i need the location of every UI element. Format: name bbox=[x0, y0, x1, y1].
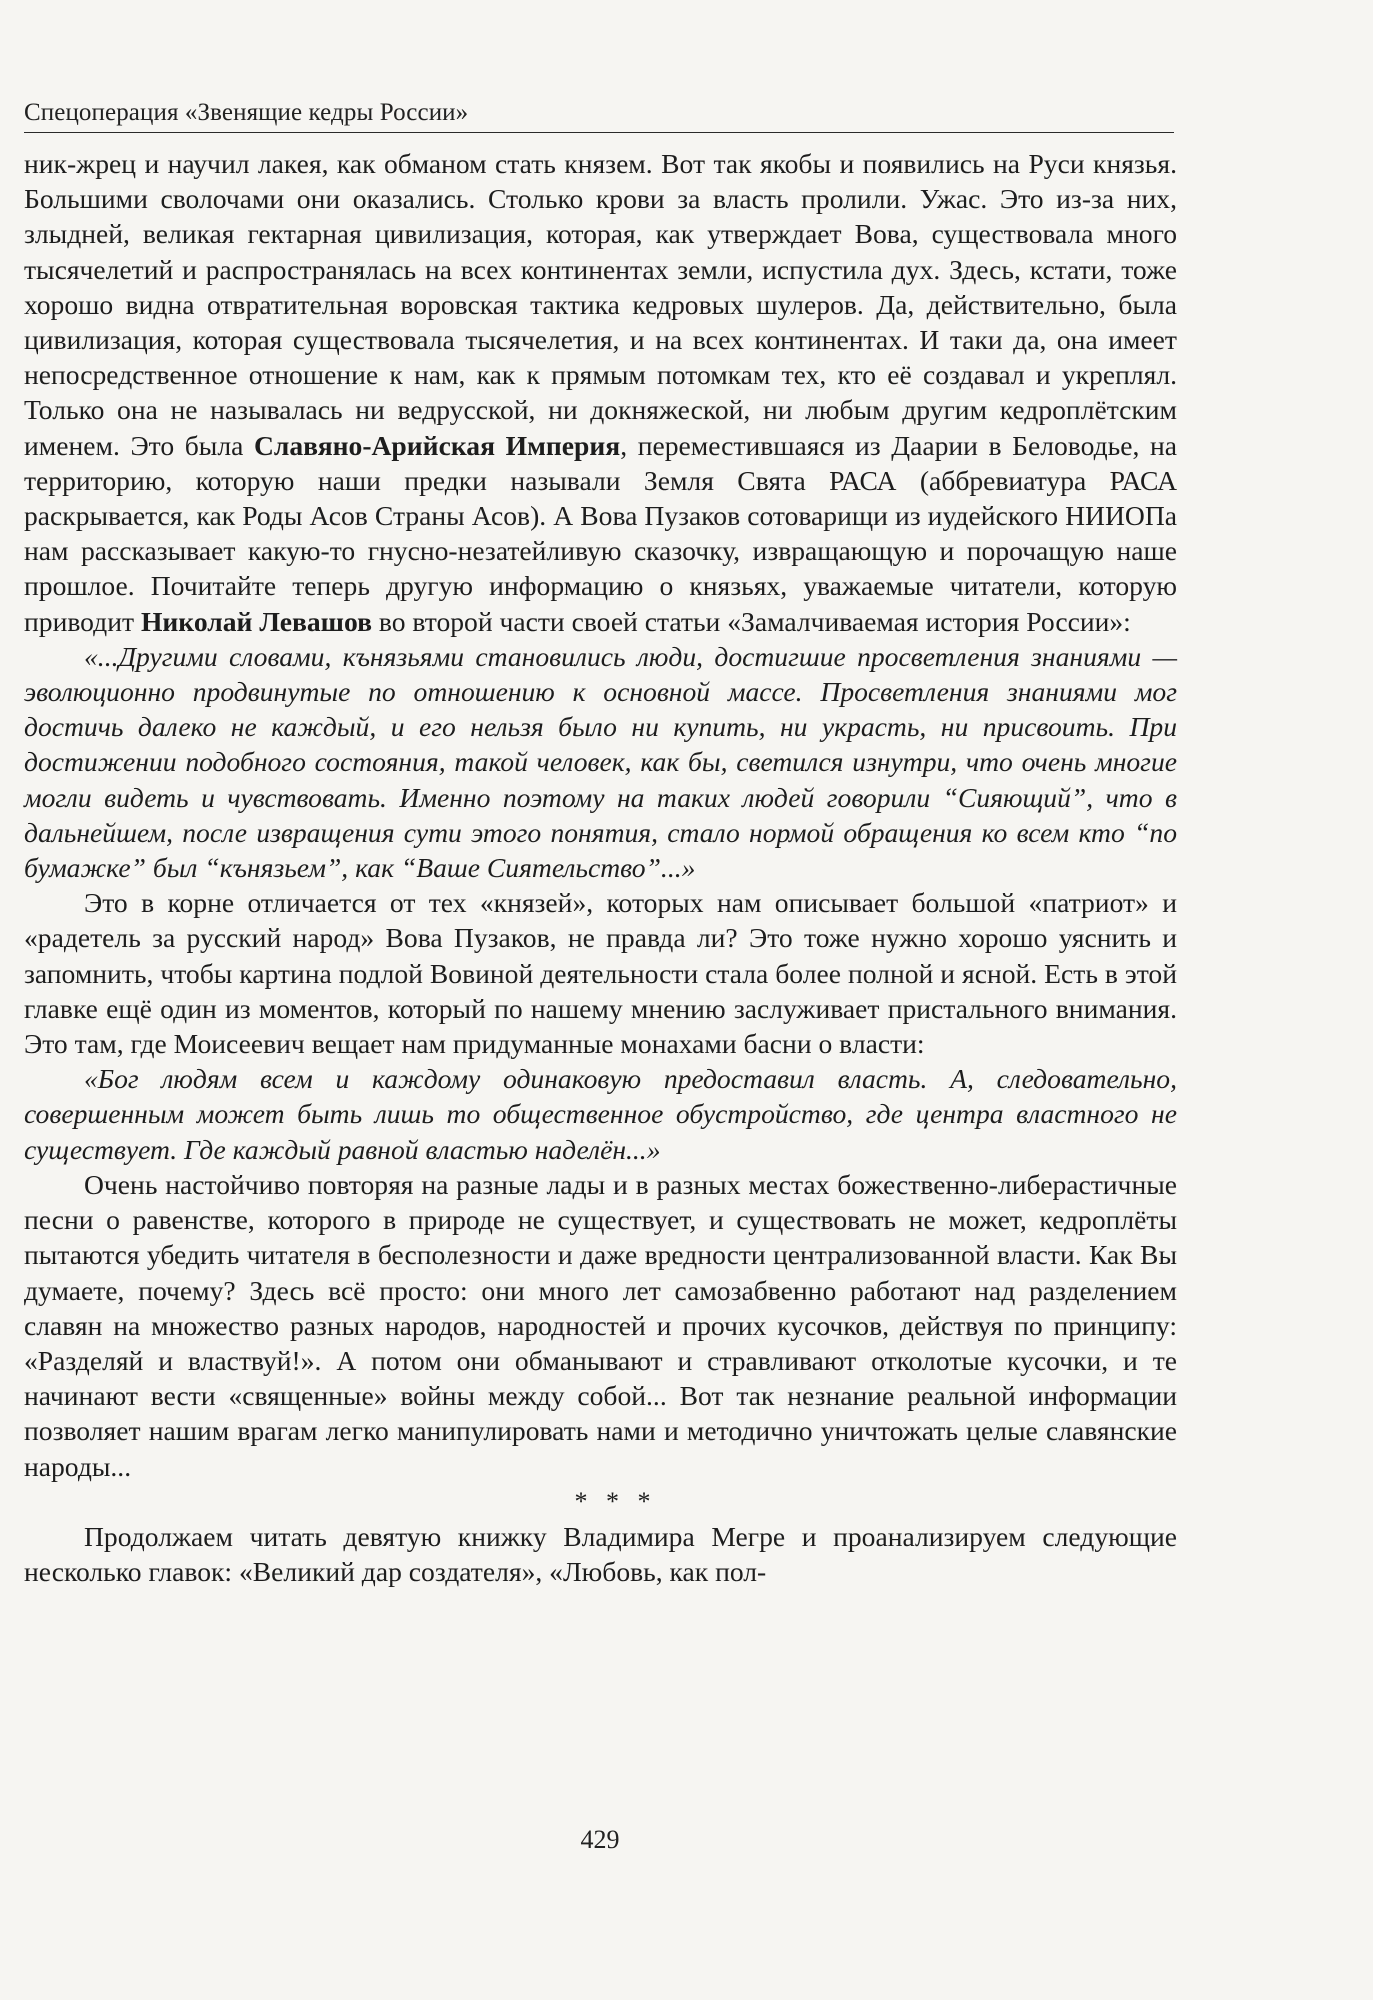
page-body bbox=[24, 146, 1177, 1589]
paragraph: Очень настойчиво повторяя на разные лады и в разных местах божественно-либерастичные песни о равенстве, которого в природе не существует, и существовать не может, кедроплёты пытаются убедить читателя в бесполезности и даже вредности централизованной власти. Как Вы думаете, почему? Здесь всё просто: они много лет самозабвенно работают над разделением славян на множество разных народов, народностей и прочих кусочков, действуя по принципу: «Разделяй и властвуй!». А потом они обманывают и стравливают отколотые кусочки, и те начинают вести «священные» войны между собой... Вот так незнание реальной информации позволяет нашим врагам легко манипулировать нами и методично уничтожать целые славянские народы... bbox=[24, 1168, 1177, 1482]
page-number: 429 bbox=[580, 1825, 620, 1854]
author-name: Николай Левашов bbox=[140, 605, 372, 637]
block-quote: «Бог людям всем и каждому одинаковую предоставил власть. А, следовательно, совершенным может быть лишь то общественное обустройство, где центра властного не существует. Где каждый равной властью наделён...» bbox=[24, 1063, 1177, 1165]
running-header bbox=[24, 98, 1174, 133]
block-quote: «...Другими словами, кънязьями становились люди, достигшие просветления знаниями — эволюционно продвинутые по отношению к основной массе. Просветления знаниями мог достичь далеко не каждый, и его нельзя было ни купить, ни украсть, ни присвоить. При достижении подобного состояния, такой человек, как бы, светился изнутри, что очень многие могли видеть и чувствовать. Именно поэтому на таких людей говорили “Сияющий”, что в дальнейшем, после извращения сути этого понятия, стало нормой обращения ко всем кто “по бумажке” был “кънязьем”, как “Ваше Сиятельство”...» bbox=[24, 640, 1177, 884]
running-header-title: Спецоперация «Звенящие кедры России» bbox=[24, 99, 469, 126]
section-separator: * * * bbox=[574, 1486, 657, 1516]
bold-term: Славяно-Арийская Империя bbox=[253, 429, 621, 461]
paragraph: Продолжаем читать девятую книжку Владимира Мегре и проанализируем следующие несколько главок: «Великий дар создателя», «Любовь, как пол- bbox=[24, 1520, 1177, 1588]
paragraph: Это в корне отличается от тех «князей», которых нам описывает большой «патриот» и «радетель за русский народ» Вова Пузаков, не правда ли? Это тоже нужно хорошо уяснить и запомнить, чтобы картина подлой Вовиной деятельности стала более полной и ясной. Есть в этой главке ещё один из моментов, который по нашему мнению заслуживает пристального внимания. Это там, где Моисеевич вещает нам придуманные монахами басни о власти: bbox=[24, 887, 1177, 1060]
paragraph: ник-жрец и научил лакея, как обманом стать князем. Вот так якобы и появились на Руси князья. Большими сволочами они оказались. Столько крови за власть пролили. Ужас. Это из-за них, злыдней, великая гектарная цивилизация, которая, как утверждает Вова, существовала много тысячелетий и распространялась на всех континентах земли, испустила дух. Здесь, кстати, тоже хорошо видна отвратительная воровская тактика кедровых шулеров. Да, действительно, была цивилизация, которая существовала тысячелетия, и на всех континентах. И таки да, она имеет непосредственное отношение к нам, как к прямым потомкам тех, кто её создавал и укреплял. Только она не называлась ни ведрусской, ни докняжеской, ни любым другим кедроплётским именем. Это была Славяно-Арийская Империя, переместившаяся из Даарии в Беловодье, на территорию, которую наши предки называли Земля Свята РАСА (аббревиатура РАСА раскрывается, как Роды Асов Страны Асов). А Вова Пузаков сотоварищи из иудейского НИИОПа нам рассказывает какую-то гнусно-незатейливую сказочку, извращающую и порочащую наше прошлое. Почитайте теперь другую информацию о князьях, уважаемые читатели, которую приводит Николай Левашов во второй части своей статьи «Замалчиваемая история России»: bbox=[24, 148, 1178, 637]
